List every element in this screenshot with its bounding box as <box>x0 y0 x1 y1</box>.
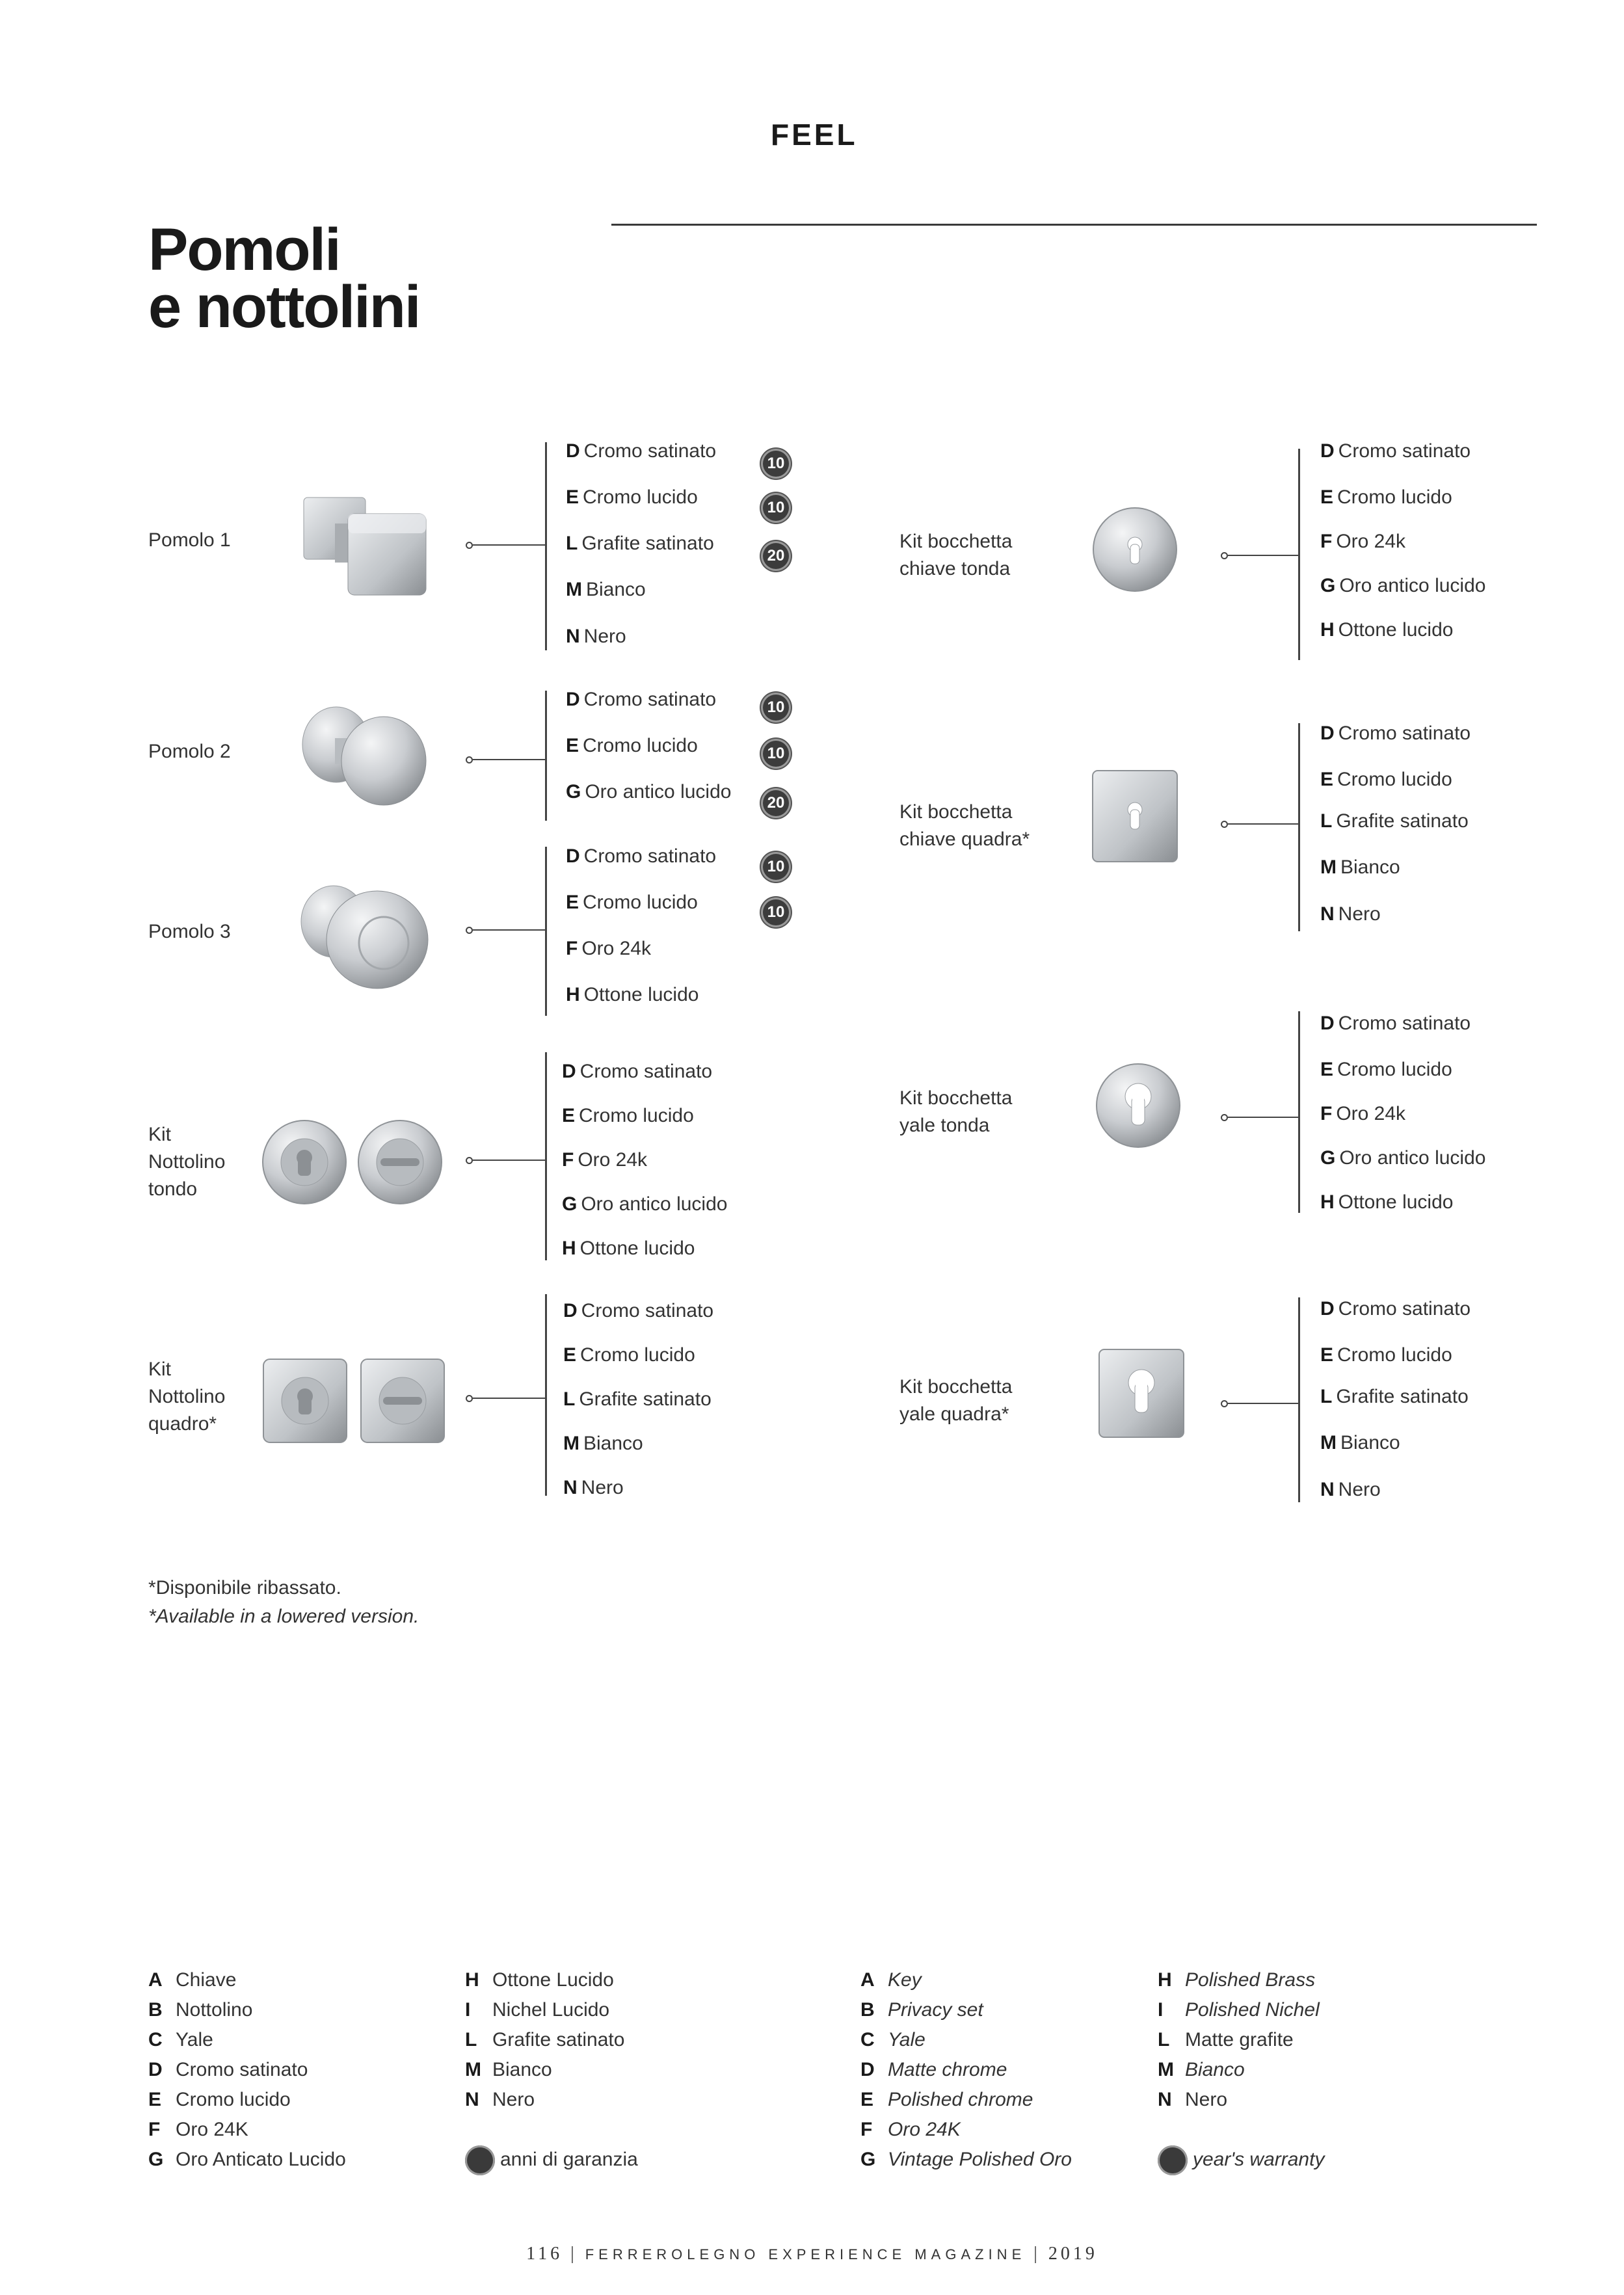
flat-round-knob-icon <box>296 699 433 810</box>
legend-code: A <box>148 1969 163 1991</box>
bracket-line <box>545 1294 547 1496</box>
legend-code: G <box>148 2149 164 2170</box>
connector-line <box>473 759 545 760</box>
finish-code: E <box>1320 1344 1334 1366</box>
finish-item <box>566 486 698 509</box>
finish-label: Bianco <box>586 579 646 600</box>
connector-line <box>1228 823 1298 825</box>
finish-item <box>1320 722 1471 745</box>
legend-item <box>148 2115 346 2145</box>
legend-code: A <box>860 1969 875 1991</box>
footnote-it: *Disponibile ribassato. <box>148 1577 341 1599</box>
finish-code: N <box>1320 1479 1335 1500</box>
finish-item <box>1320 574 1485 598</box>
finish-code: D <box>1320 440 1335 462</box>
warranty-badge: 10 <box>761 693 791 723</box>
legend-label: Bianco <box>1185 2059 1245 2080</box>
legend-label: anni di garanzia <box>500 2149 638 2170</box>
warranty-badge: 10 <box>761 739 791 769</box>
finish-label: Oro 24k <box>578 1149 648 1171</box>
product-name-line: Kit <box>148 1124 172 1145</box>
finish-code: N <box>563 1477 578 1498</box>
legend-item <box>860 2145 1072 2175</box>
legend-label: Vintage Polished Oro <box>888 2149 1072 2170</box>
page-title-line-1: Pomoli <box>148 217 340 283</box>
finish-item <box>566 625 626 648</box>
finish-code: M <box>1320 1432 1337 1453</box>
finish-item <box>1320 1147 1485 1170</box>
legend-code: N <box>465 2089 479 2110</box>
finish-item <box>1320 1297 1471 1321</box>
product-name-line: tondo <box>148 1178 198 1200</box>
bracket-line <box>1298 1297 1300 1502</box>
finish-code: E <box>1320 769 1334 790</box>
legend-item <box>148 1965 346 1995</box>
finish-label: Grafite satinato <box>1336 1386 1469 1407</box>
finish-code: L <box>1320 810 1333 832</box>
legend-code: C <box>148 2029 163 2050</box>
page-title-line-2: e nottolini <box>148 274 420 340</box>
bracket-line <box>545 691 547 821</box>
legend-code: L <box>1158 2029 1170 2050</box>
finish-label: Grafite satinato <box>581 533 714 554</box>
warranty-badge: 20 <box>761 541 791 571</box>
finish-label: Oro antico lucido <box>581 1193 728 1215</box>
warranty-badge-icon <box>465 2145 495 2175</box>
legend-item <box>148 2145 346 2175</box>
legend-label: Polished Nichel <box>1185 1999 1320 2021</box>
finish-item <box>1320 1191 1453 1214</box>
legend-code: C <box>860 2029 875 2050</box>
square-privacy-set-icon <box>260 1356 449 1447</box>
finish-item <box>1320 1058 1452 1081</box>
legend-label: Nero <box>492 2089 535 2110</box>
legend-en-col2 <box>1158 1965 1324 2175</box>
product-name <box>148 1121 225 1203</box>
warranty-badge-icon <box>1158 2145 1188 2175</box>
finish-label: Bianco <box>1340 1432 1400 1453</box>
finish-label: Bianco <box>583 1433 643 1454</box>
legend-code: E <box>148 2089 162 2110</box>
finish-code: F <box>1320 531 1333 552</box>
finish-item <box>563 1344 695 1367</box>
finish-code: D <box>566 440 580 462</box>
legend-code: D <box>860 2059 875 2080</box>
legend-label: Ottone Lucido <box>492 1969 614 1991</box>
product-name-line: Kit bocchetta <box>899 1376 1013 1398</box>
legend-item <box>860 2085 1072 2115</box>
round-key-escutcheon-icon <box>1089 504 1180 595</box>
warranty-badge: 20 <box>761 788 791 818</box>
finish-item <box>566 578 646 602</box>
legend-label: Nero <box>1185 2089 1228 2110</box>
square-yale-escutcheon-icon <box>1096 1346 1187 1440</box>
bracket-line <box>1298 723 1300 931</box>
legend-item <box>148 2025 346 2055</box>
finish-code: H <box>566 984 580 1005</box>
legend-label: Privacy set <box>888 1999 983 2021</box>
legend-item <box>465 1965 638 1995</box>
finish-label: Grafite satinato <box>1336 810 1469 832</box>
finish-label: Oro antico lucido <box>1339 1147 1486 1169</box>
footer-separator: | <box>1033 2244 1048 2264</box>
finish-code: H <box>562 1238 576 1259</box>
legend-code: B <box>148 1999 163 2021</box>
finish-item <box>1320 440 1471 463</box>
finish-item <box>1320 810 1469 833</box>
legend-label: Matte grafite <box>1185 2029 1294 2050</box>
product-name-line: quadro* <box>148 1413 217 1435</box>
legend-item <box>860 2055 1072 2085</box>
product-name <box>148 1356 225 1438</box>
finish-label: Cromo satinato <box>1338 723 1471 744</box>
warranty-badge: 10 <box>761 852 791 882</box>
finish-code: D <box>566 845 580 867</box>
legend-item <box>1158 2025 1324 2055</box>
finish-code: D <box>563 1300 578 1321</box>
legend-warranty <box>1158 2145 1324 2175</box>
legend-code: I <box>465 1999 471 2021</box>
square-key-escutcheon-icon <box>1089 767 1180 865</box>
product-name-line: Kit bocchetta <box>899 801 1013 823</box>
finish-label: Bianco <box>1340 856 1400 878</box>
finish-item <box>1320 618 1453 642</box>
legend-label: Bianco <box>492 2059 552 2080</box>
legend-code: N <box>1158 2089 1172 2110</box>
finish-label: Ottone lucido <box>1338 619 1454 641</box>
finish-item <box>1320 1385 1469 1409</box>
connector-dot <box>466 1157 473 1164</box>
product-name: Pomolo 2 <box>148 741 231 762</box>
legend-code: M <box>1158 2059 1174 2080</box>
finish-item <box>566 532 714 555</box>
legend-item <box>148 2085 346 2115</box>
finish-code: E <box>563 1344 577 1366</box>
finish-label: Ottone lucido <box>579 1238 695 1259</box>
finish-label: Cromo lucido <box>583 892 698 913</box>
legend-label: Key <box>888 1969 922 1991</box>
finish-item <box>562 1148 647 1172</box>
connector-dot <box>1221 552 1228 559</box>
finish-label: Cromo lucido <box>583 735 698 756</box>
legend-label: Polished chrome <box>888 2089 1033 2110</box>
finish-code: L <box>566 533 578 554</box>
legend-item <box>465 1995 638 2025</box>
connector-line <box>1228 1117 1298 1118</box>
finish-item <box>563 1299 713 1323</box>
legend-code: D <box>148 2059 163 2080</box>
legend-item <box>860 2115 1072 2145</box>
finish-label: Cromo lucido <box>1337 486 1452 508</box>
finish-label: Oro antico lucido <box>1339 575 1486 596</box>
connector-line <box>473 1398 545 1399</box>
legend-label: Oro 24K <box>176 2119 248 2140</box>
finish-item <box>1320 1431 1400 1455</box>
bracket-line <box>1298 449 1300 660</box>
connector-dot <box>1221 1114 1228 1121</box>
finish-label: Cromo satinato <box>581 1300 714 1321</box>
finish-code: E <box>566 486 579 508</box>
product-name-line: yale quadra* <box>899 1403 1009 1425</box>
finish-code: E <box>1320 1059 1334 1080</box>
finish-code: F <box>1320 1103 1333 1124</box>
product-name-line: chiave quadra* <box>899 829 1030 850</box>
connector-dot <box>466 927 473 934</box>
product-name: Pomolo 1 <box>148 529 231 551</box>
finish-item <box>566 734 698 758</box>
product-name-line: yale tonda <box>899 1115 990 1136</box>
finish-item <box>563 1476 624 1500</box>
finish-item <box>563 1388 712 1411</box>
legend-label: Nottolino <box>176 1999 253 2021</box>
finish-item <box>562 1237 695 1260</box>
finish-code: M <box>1320 856 1337 878</box>
finish-label: Cromo satinato <box>1338 1298 1471 1320</box>
legend-code: I <box>1158 1999 1164 2021</box>
finish-label: Ottone lucido <box>1338 1191 1454 1213</box>
finish-code: H <box>1320 619 1335 641</box>
legend-code: H <box>1158 1969 1172 1991</box>
finish-item <box>566 983 699 1007</box>
legend-label: Grafite satinato <box>492 2029 625 2050</box>
brand-logo: FEEL <box>771 118 858 152</box>
finish-label: Ottone lucido <box>583 984 699 1005</box>
finish-label: Oro antico lucido <box>585 781 732 803</box>
finish-label: Cromo satinato <box>583 440 717 462</box>
finish-label: Nero <box>583 626 626 647</box>
magazine-name: FERREROLEGNO EXPERIENCE MAGAZINE <box>585 2246 1026 2262</box>
legend-code: H <box>465 1969 479 1991</box>
bracket-line <box>1298 1011 1300 1213</box>
finish-code: F <box>562 1149 574 1171</box>
finish-label: Nero <box>581 1477 624 1498</box>
finish-item <box>566 780 731 804</box>
finish-code: D <box>1320 723 1335 744</box>
finish-item <box>1320 1012 1471 1035</box>
finish-item <box>1320 856 1400 879</box>
finish-code: E <box>566 735 579 756</box>
product-name-line: Nottolino <box>148 1386 226 1407</box>
product-name-line: Kit <box>148 1359 172 1380</box>
finish-code: G <box>1320 575 1336 596</box>
bracket-line <box>545 847 547 1016</box>
finish-code: G <box>566 781 581 803</box>
finish-item <box>566 937 651 961</box>
finish-label: Cromo lucido <box>579 1105 694 1126</box>
legend-label: Polished Brass <box>1185 1969 1316 1991</box>
legend-code: F <box>860 2119 873 2140</box>
footer-separator: | <box>570 2244 585 2264</box>
product-name-line: Nottolino <box>148 1151 226 1173</box>
warranty-badge: 10 <box>761 897 791 927</box>
product-name <box>899 528 1012 583</box>
finish-label: Nero <box>1338 1479 1381 1500</box>
page-number: 116 <box>526 2244 563 2264</box>
legend-spacer <box>1158 2115 1324 2145</box>
legend-item <box>1158 2055 1324 2085</box>
finish-code: D <box>1320 1298 1335 1320</box>
finish-label: Cromo lucido <box>1337 1344 1452 1366</box>
legend-item <box>148 1995 346 2025</box>
finish-code: D <box>562 1061 576 1082</box>
legend-code: M <box>465 2059 481 2080</box>
legend-item <box>148 2055 346 2085</box>
finish-label: Nero <box>1338 903 1381 925</box>
finish-label: Oro 24k <box>1336 1103 1406 1124</box>
finish-code: N <box>566 626 580 647</box>
page-footer <box>0 2244 1624 2264</box>
finish-label: Cromo lucido <box>580 1344 695 1366</box>
finish-code: D <box>566 689 580 710</box>
finish-item <box>562 1060 712 1083</box>
finish-code: L <box>1320 1386 1333 1407</box>
legend-item <box>465 2025 638 2055</box>
legend-item <box>465 2085 638 2115</box>
finish-label: Grafite satinato <box>579 1388 712 1410</box>
legend-item <box>1158 2085 1324 2115</box>
finish-label: Cromo satinato <box>583 689 717 710</box>
finish-code: M <box>566 579 582 600</box>
connector-dot <box>1221 821 1228 828</box>
finish-item <box>566 688 716 711</box>
footnote-en: *Available in a lowered version. <box>148 1606 419 1627</box>
finish-item <box>1320 1478 1381 1502</box>
finish-item <box>566 891 698 914</box>
legend-code: F <box>148 2119 161 2140</box>
finish-code: N <box>1320 903 1335 925</box>
legend-label: Cromo satinato <box>176 2059 308 2080</box>
connector-line <box>1228 1403 1298 1404</box>
finish-label: Oro 24k <box>581 938 652 959</box>
legend-label: year's warranty <box>1193 2149 1325 2170</box>
legend-code: G <box>860 2149 876 2170</box>
square-knob-icon <box>296 484 436 615</box>
warranty-badge: 10 <box>761 493 791 523</box>
finish-item <box>562 1104 694 1128</box>
finish-label: Cromo satinato <box>1338 440 1471 462</box>
finish-label: Cromo lucido <box>583 486 698 508</box>
legend-label: Yale <box>176 2029 213 2050</box>
finish-item <box>562 1193 727 1216</box>
legend-item <box>860 2025 1072 2055</box>
finish-label: Cromo satinato <box>583 845 717 867</box>
finish-code: H <box>1320 1191 1335 1213</box>
product-name: Pomolo 3 <box>148 921 231 942</box>
legend-code: L <box>465 2029 477 2050</box>
finish-code: M <box>563 1433 579 1454</box>
finish-item <box>566 440 716 463</box>
product-name <box>899 1085 1012 1139</box>
connector-line <box>473 929 545 931</box>
legend-label: Matte chrome <box>888 2059 1007 2080</box>
product-name <box>899 1373 1012 1428</box>
legend-spacer <box>465 2115 638 2145</box>
finish-item <box>1320 530 1405 553</box>
bracket-line <box>545 1052 547 1260</box>
header-rule <box>611 224 1537 226</box>
bracket-line <box>545 442 547 650</box>
footnote <box>148 1574 419 1631</box>
finish-code: G <box>562 1193 578 1215</box>
finish-item <box>1320 1344 1452 1367</box>
legend-code: B <box>860 1999 875 2021</box>
finish-item <box>1320 1102 1405 1126</box>
finish-code: E <box>562 1105 576 1126</box>
legend-label: Chiave <box>176 1969 237 1991</box>
legend-it-col2 <box>465 1965 638 2175</box>
finish-label: Cromo lucido <box>1337 1059 1452 1080</box>
finish-label: Cromo satinato <box>579 1061 713 1082</box>
connector-dot <box>466 756 473 763</box>
finish-item <box>566 845 716 868</box>
finish-code: F <box>566 938 578 959</box>
legend-code: E <box>860 2089 874 2110</box>
product-name <box>899 799 1030 853</box>
connector-line <box>473 1160 545 1161</box>
legend-label: Oro 24K <box>888 2119 961 2140</box>
product-name-line: Kit bocchetta <box>899 531 1013 552</box>
footer-year: 2019 <box>1048 2244 1098 2264</box>
connector-dot <box>466 1395 473 1402</box>
legend-it-col1 <box>148 1965 346 2175</box>
connector-dot <box>466 542 473 549</box>
connector-line <box>1228 555 1298 556</box>
finish-code: E <box>566 892 579 913</box>
finish-code: L <box>563 1388 576 1410</box>
legend-item <box>860 1995 1072 2025</box>
finish-label: Oro 24k <box>1336 531 1406 552</box>
finish-code: D <box>1320 1013 1335 1034</box>
legend-label: Nichel Lucido <box>492 1999 610 2021</box>
finish-label: Cromo lucido <box>1337 769 1452 790</box>
legend-en-col1 <box>860 1965 1072 2175</box>
product-name-line: Kit bocchetta <box>899 1087 1013 1109</box>
legend-item <box>1158 1965 1324 1995</box>
finish-item <box>1320 768 1452 791</box>
page-title <box>148 217 420 340</box>
finish-item <box>1320 903 1381 926</box>
finish-code: E <box>1320 486 1334 508</box>
legend-item <box>1158 1995 1324 2025</box>
legend-label: Oro Anticato Lucido <box>176 2149 346 2170</box>
round-yale-escutcheon-icon <box>1093 1060 1184 1151</box>
legend-item <box>465 2055 638 2085</box>
connector-dot <box>1221 1400 1228 1407</box>
finish-item <box>1320 486 1452 509</box>
legend-label: Yale <box>888 2029 925 2050</box>
round-privacy-set-icon <box>260 1113 449 1211</box>
legend-label: Cromo lucido <box>176 2089 291 2110</box>
finish-item <box>563 1432 643 1455</box>
connector-line <box>473 544 545 546</box>
legend-item <box>860 1965 1072 1995</box>
legend-warranty <box>465 2145 638 2175</box>
product-name-line: chiave tonda <box>899 558 1011 579</box>
dome-knob-icon <box>296 875 433 992</box>
finish-label: Cromo satinato <box>1338 1013 1471 1034</box>
warranty-badge: 10 <box>761 449 791 479</box>
finish-code: G <box>1320 1147 1336 1169</box>
